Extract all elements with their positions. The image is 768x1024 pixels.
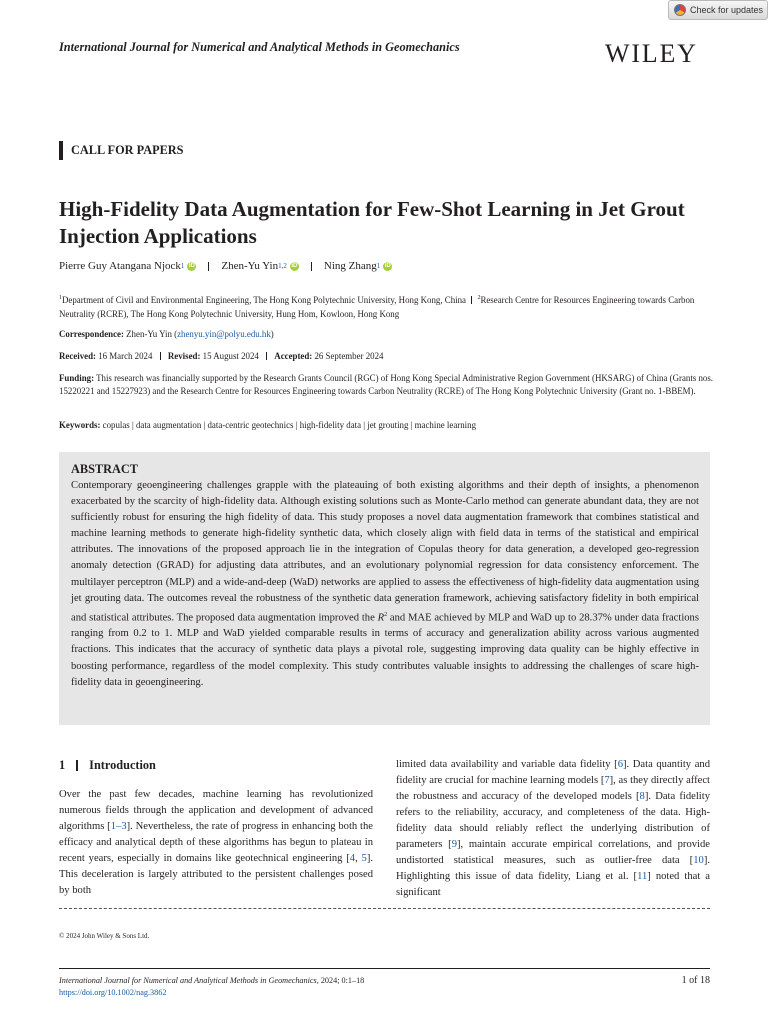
body-text: ], maintain accurate empirical correlations, and provide undistorted statistical measures, such as outlier-free data [ — [396, 839, 710, 866]
abstract-heading: ABSTRACT — [71, 462, 138, 476]
abstract-box — [59, 452, 710, 725]
funding — [59, 372, 719, 398]
section-label: CALL FOR PAPERS — [71, 143, 184, 157]
keywords-label: Keywords: — [59, 420, 101, 430]
author-separator — [311, 262, 312, 271]
accepted-label: Accepted: — [274, 351, 313, 361]
citation-link[interactable]: 11 — [637, 871, 648, 882]
body-text: ]. Highlighting this issue of data fidelity, Liang et al. [ — [396, 855, 710, 882]
abstract-text-part: and MAE achieved by MLP and WaD up to 28.37% under data fractions ranging from 0.2 to 1. MLP and WaD yielded comparable results in terms of accuracy and generalization ability across various augmented fractions. This indicates that the accuracy of synthetic data plays a pivotal role, suggesting improving data quality can be highly effective in boosting performance, regardless of the model complexity. This study contributes valuable insights to addressing the challenges of scare high-fidelity data in geoengineering. — [71, 612, 699, 688]
section-heading-bar — [76, 760, 78, 771]
correspondence-label: Correspondence: — [59, 329, 124, 339]
footer-volume: , 2024; 0:1–18 — [316, 976, 365, 985]
dates — [59, 350, 719, 363]
body-text: ]. Nevertheless, the rate of progress in enhancing both the efficacy and analytical depth of these algorithms has begun to plateau in recent years, especially in domains like geotechnical engineering [ — [59, 821, 373, 864]
citation-link[interactable]: 6 — [617, 759, 623, 770]
body-text: , — [355, 853, 362, 864]
section-label-bar — [59, 141, 63, 160]
check-for-updates-button[interactable] — [668, 0, 768, 20]
body-text: ], as they directly affect the robustness and accuracy of the developed models [ — [396, 775, 710, 802]
author-name[interactable]: Ning Zhang — [323, 260, 377, 272]
received-date: 16 March 2024 — [98, 351, 153, 361]
body-text: ]. Data quantity and fidelity are crucial for machine learning models [ — [396, 759, 710, 786]
abstract-text — [71, 478, 699, 691]
affiliation-sup: 2 — [477, 295, 481, 301]
citation-link[interactable]: 4 — [349, 853, 356, 864]
received-label: Received: — [59, 351, 96, 361]
correspondence-email-link[interactable]: zhenyu.yin@polyu.edu.hk — [177, 329, 271, 339]
revised-date: 15 August 2024 — [202, 351, 259, 361]
check-for-updates-label: Check for updates — [690, 5, 764, 15]
orcid-icon[interactable]: iD — [188, 262, 195, 269]
crossmark-icon — [674, 4, 686, 16]
body-text: ]. Data fidelity refers to the reliability, accuracy, and completeness of the data. High-fidelity data should reliably reflect the underlying distribution of parameters [ — [396, 791, 710, 850]
footer-citation — [59, 975, 364, 999]
copyright: © 2024 John Wiley & Sons Ltd. — [59, 932, 150, 940]
paper-title: High-Fidelity Data Augmentation for Few-Shot Learning in Jet Grout Injection Applications — [59, 197, 685, 248]
orcid-icon[interactable]: iD — [291, 262, 298, 269]
intro-paragraph-left — [59, 787, 373, 899]
body-column-left — [59, 757, 373, 899]
funding-text: This research was financially supported by the Research Grants Council (RGC) of Hong Kong Special Administrative Region Government (HKSARG) of China (Grants nos. 15220221 and 15227923) and the Research Centre for Resources Engineering towards Carbon Neutrality (RCRE) of The Hong Kong Polytechnic University (Grant no. 1-BBEM). — [59, 373, 714, 396]
affiliation-sup: 1 — [59, 295, 62, 301]
correspondence — [59, 328, 719, 341]
keywords-text: copulas | data augmentation | data-centric geotechnics | high-fidelity data | jet grouting | machine learning — [102, 420, 477, 430]
author-name[interactable]: Pierre Guy Atangana Njock — [59, 260, 181, 272]
orcid-icon[interactable]: iD — [384, 262, 391, 269]
doi-link[interactable]: https://doi.org/10.1002/nag.3862 — [59, 988, 167, 997]
footnote-divider — [59, 908, 710, 909]
citation-link[interactable]: 1–3 — [110, 821, 127, 832]
body-text: limited data availability and variable data fidelity [ — [396, 759, 618, 770]
author-affiliation-sup: 1,2 — [278, 262, 287, 270]
body-text: Over the past few decades, machine learning has revolutionized numerous fields through the application and development of advanced algorithms [ — [59, 789, 373, 832]
footer-divider — [59, 968, 710, 969]
author-separator — [208, 262, 209, 271]
r-squared-symbol: R — [377, 612, 385, 624]
author-name[interactable]: Zhen-Yu Yin — [221, 260, 279, 272]
accepted-date: 26 September 2024 — [314, 351, 384, 361]
date-separator — [160, 352, 161, 360]
citation-link[interactable]: 7 — [604, 775, 610, 786]
affiliation-separator — [471, 296, 472, 304]
section-title: Introduction — [89, 758, 156, 772]
r-squared-exponent: 2 — [384, 611, 388, 618]
intro-paragraph-right — [396, 757, 710, 901]
funding-label: Funding: — [59, 373, 95, 383]
abstract-text-part: Contemporary geoengineering challenges grapple with the plateauing of both existing algorithms and their depth of insights, a phenomenon exacerbated by the scarcity of high-fidelity data. Although existing solutions such as Monte-Carlo method can generate abundant data, they are not sufficiently robust for ensuring the high fidelity of data. This study proposes a novel data augmentation framework that combines statistical and machine learning methods to generate high-fidelity synthetic data, which closely align with field data in terms of the statistical and empirical attributes. The innovations of the proposed approach lie in the integration of Copulas theory for data generation, a developed geo-regression anomaly detection (GRAD) for adjusting data attributes, and an evolutionary polynomial regression for data consistency enforcement. The multilayer perceptron (MLP) and a wide-and-deep (WaD) networks are applied to assess the effectiveness of high-fidelity data augmentation using jet grouting data. The outcomes reveal the robustness of the synthetic data generation framework, achieving satisfactory fidelity in both empirical and statistical attributes. The proposed data augmentation improved the — [71, 480, 699, 624]
revised-label: Revised: — [167, 351, 201, 361]
journal-title: International Journal for Numerical and Analytical Methods in Geomechanics — [59, 40, 460, 54]
citation-link[interactable]: 5 — [361, 853, 367, 864]
author-affiliation-sup: 1 — [376, 262, 381, 270]
date-separator — [266, 352, 267, 360]
page-number: 1 of 18 — [681, 975, 710, 986]
footer-journal: International Journal for Numerical and Analytical Methods in Geomechanics — [59, 976, 317, 985]
affiliation-1: Department of Civil and Environmental Engineering, The Hong Kong Polytechnic University, Hong Kong, China — [62, 294, 466, 305]
citation-link[interactable]: 9 — [451, 839, 457, 850]
section-heading — [59, 757, 373, 773]
author-affiliation-sup: 1 — [180, 262, 185, 270]
body-column-right — [396, 757, 710, 901]
affiliations — [59, 291, 719, 321]
body-text: ] noted that a significant — [396, 871, 710, 898]
body-text: ]. This deceleration is largely attributed to the persistent challenges posed by both — [59, 853, 374, 896]
affiliation-2: Research Centre for Resources Engineering towards Carbon Neutrality (RCRE), The Hong Kong Polytechnic University, Hung Hom, Kowloon, Hong Kong — [59, 294, 695, 319]
citation-link[interactable]: 8 — [639, 791, 645, 802]
publisher-logo: WILEY — [605, 39, 698, 68]
citation-link[interactable]: 10 — [693, 855, 704, 866]
keywords — [59, 419, 719, 432]
section-number: 1 — [59, 758, 66, 772]
correspondence-name: Zhen-Yu Yin ( — [126, 329, 178, 339]
author-list — [59, 260, 392, 272]
correspondence-close: ) — [270, 329, 274, 339]
